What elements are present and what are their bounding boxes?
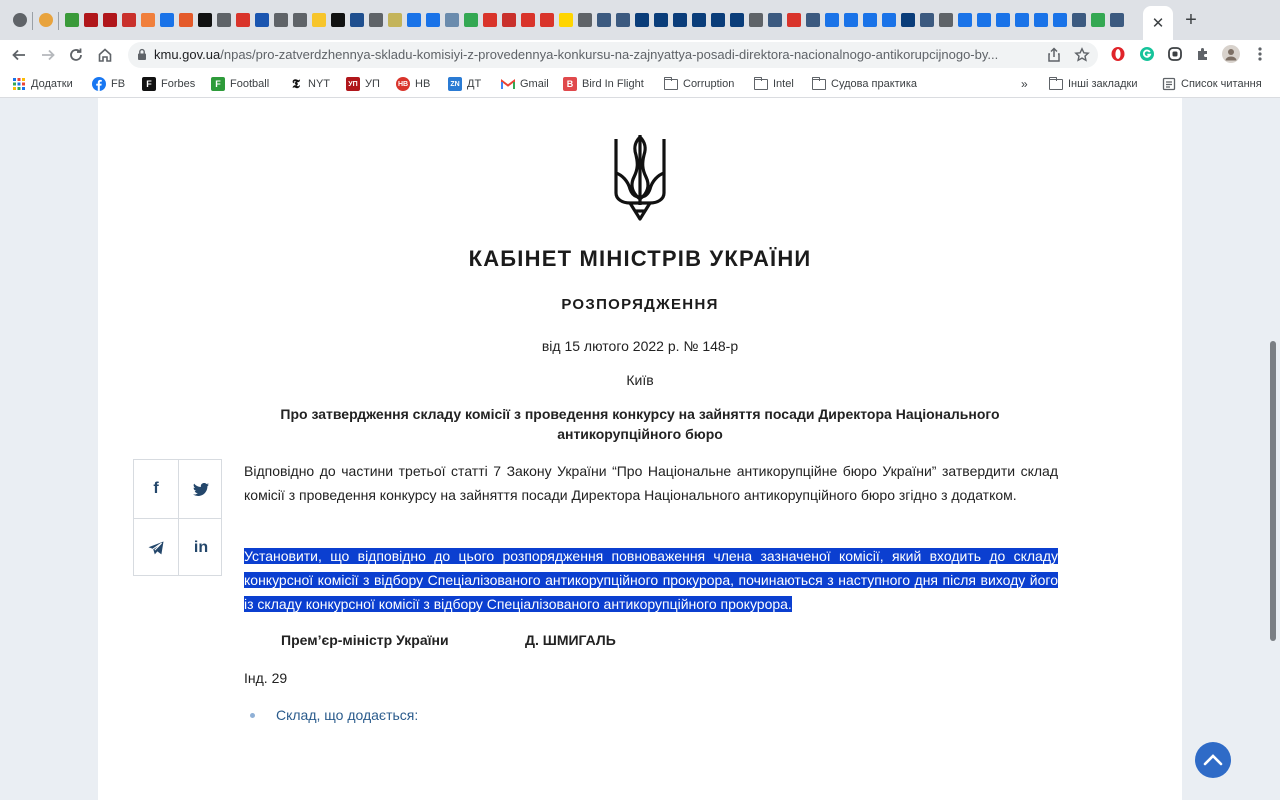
page-title-authority: КАБІНЕТ МІНІСТРІВ УКРАЇНИ: [468, 246, 812, 271]
tab-favicon[interactable]: [157, 12, 176, 28]
bookmark-label: Додатки: [31, 78, 73, 90]
apps-grid-icon: [12, 77, 26, 91]
tab-favicon[interactable]: [347, 12, 366, 28]
tab-favicon[interactable]: [1088, 12, 1107, 28]
tab-favicon[interactable]: [822, 12, 841, 28]
tab-favicon[interactable]: [1050, 12, 1069, 28]
tab-favicon[interactable]: [784, 12, 803, 28]
tab-favicon[interactable]: [746, 12, 765, 28]
selected-text: Установити, що відповідно до цього розпорядження повноваження члена зазначеної комісії, який входить до складу конкурсної комісії з відбору Спеціалізованого антикорупційного прокурора, починаються з наступного дня після виходу його із складу конкурсної комісії з відбору Спеціалізованого антикорупційного прокурора.: [244, 548, 1058, 612]
tab-favicon[interactable]: [1069, 12, 1088, 28]
tab-favicon[interactable]: [765, 12, 784, 28]
tab-favicon[interactable]: [233, 12, 252, 28]
bookmark-folder-intel[interactable]: [754, 75, 794, 93]
gmail-icon: [501, 79, 515, 90]
list-bullet: [250, 713, 255, 718]
active-tab[interactable]: [1143, 6, 1173, 40]
tab-favicon[interactable]: [119, 12, 138, 28]
tab-favicon[interactable]: [803, 12, 822, 28]
tab-favicon[interactable]: [670, 12, 689, 28]
tab-favicon[interactable]: [974, 12, 993, 28]
tab-favicon[interactable]: [1012, 12, 1031, 28]
tab-favicon[interactable]: [62, 12, 81, 28]
share-facebook-button[interactable]: [134, 460, 178, 518]
tab-favicon[interactable]: [879, 12, 898, 28]
tab-separator: [58, 12, 59, 30]
signer-name: Д. ШМИГАЛЬ: [525, 632, 616, 648]
bookmark-nv[interactable]: [396, 75, 430, 93]
tab-favicon[interactable]: [100, 12, 119, 28]
address-bar[interactable]: [128, 42, 1098, 68]
bookmark-label: УП: [365, 78, 380, 90]
tab-favicon[interactable]: [708, 12, 727, 28]
bookmark-gmail[interactable]: [501, 75, 549, 93]
bird-in-flight-icon: B: [563, 77, 577, 91]
tab-favicon[interactable]: [480, 12, 499, 28]
tab-favicon[interactable]: [955, 12, 974, 28]
share-panel: [133, 459, 222, 576]
url-path: /npas/pro-zatverdzhennya-skladu-komisiyi-z-provedennya-konkursu-na-zajnyattya-posadi-direktora-nacionalnogo-antikorupcijnogo-by...: [220, 47, 999, 62]
profile-avatar[interactable]: [1222, 45, 1240, 63]
tab-favicon[interactable]: [328, 12, 347, 28]
tab-favicon[interactable]: [423, 12, 442, 28]
share-twitter-button[interactable]: [179, 460, 223, 518]
tab-favicon[interactable]: [138, 12, 157, 28]
bookmark-label: Судова практика: [831, 78, 917, 90]
document-paragraph-1: Відповідно до частини третьої статті 7 Закону України “Про Національне антикорупційне бюро України” затвердити склад комісії з проведення конкурсу на зайняття посади Директора Національного антикорупційного бюро згідно з додатком.: [244, 463, 1058, 503]
forbes-icon: F: [142, 77, 156, 91]
opera-extension-icon[interactable]: [1109, 45, 1127, 63]
bookmark-apps[interactable]: [12, 75, 73, 93]
bookmark-star-icon[interactable]: [1074, 47, 1090, 63]
reload-icon: [68, 47, 84, 63]
bookmark-label: FB: [111, 78, 126, 90]
tab-favicon[interactable]: [936, 12, 955, 28]
tab-favicon[interactable]: [613, 12, 632, 28]
signer-title: Прем’єр-міністр України: [281, 632, 449, 648]
bookmark-label: Список читання: [1181, 78, 1262, 90]
tab-favicon[interactable]: [651, 12, 670, 28]
tab-favicon[interactable]: [993, 12, 1012, 28]
kebab-menu-icon: [1258, 47, 1262, 61]
tab-favicon[interactable]: [214, 12, 233, 28]
bookmark-folder-other[interactable]: [1049, 75, 1137, 93]
url-text: [154, 47, 1034, 62]
bookmark-label: Інші закладки: [1068, 78, 1138, 90]
tab-favicon[interactable]: [385, 12, 404, 28]
tab-favicon[interactable]: [689, 12, 708, 28]
bookmark-label: НВ: [415, 78, 431, 90]
bookmark-folder-court-practice[interactable]: [812, 75, 917, 93]
share-telegram-button[interactable]: [134, 519, 178, 577]
tab-strip: [0, 0, 1280, 40]
tab-favicon[interactable]: [556, 12, 575, 28]
lock-icon: [137, 48, 147, 61]
tab-favicon[interactable]: [632, 12, 651, 28]
bookmark-label: Gmail: [520, 78, 549, 90]
reload-button[interactable]: [65, 44, 87, 66]
bookmark-up[interactable]: [346, 75, 380, 93]
share-linkedin-button[interactable]: [179, 519, 223, 577]
document-paragraph-2: [244, 544, 1058, 616]
reading-list-icon: [1162, 77, 1176, 91]
browser-menu-button[interactable]: [1251, 45, 1269, 63]
tab-favicons: [10, 12, 1126, 30]
document-subject: Про затвердження складу комісії з проведення конкурсу на зайняття посади Директора Національного антикорупційного бюро: [280, 406, 1000, 442]
tab-favicon[interactable]: [176, 12, 195, 28]
tab-separator: [32, 12, 33, 30]
grammarly-extension-icon[interactable]: [1138, 45, 1156, 63]
browser-toolbar: [0, 40, 1280, 70]
document-city: Київ: [626, 372, 654, 388]
tab-favicon[interactable]: [518, 12, 537, 28]
bookmark-label: Football: [230, 78, 270, 90]
folder-icon: [1049, 79, 1063, 90]
bookmark-label: Forbes: [161, 78, 196, 90]
loop-extension-icon[interactable]: [1166, 45, 1184, 63]
twitter-icon: [193, 483, 209, 496]
tab-favicon[interactable]: [841, 12, 860, 28]
bookmark-folder-corruption[interactable]: [664, 75, 734, 93]
new-tab-button[interactable]: +: [1185, 9, 1197, 31]
tab-favicon[interactable]: [10, 12, 29, 28]
bookmark-dt[interactable]: [448, 75, 481, 93]
tab-favicon[interactable]: [195, 12, 214, 28]
scroll-to-top-button[interactable]: [1195, 742, 1231, 778]
tab-favicon[interactable]: [366, 12, 385, 28]
bookmark-fb[interactable]: [92, 75, 125, 93]
tab-favicon[interactable]: [1031, 12, 1050, 28]
document-index: Інд. 29: [244, 670, 288, 686]
arrow-left-icon: [11, 47, 27, 63]
back-button[interactable]: [8, 44, 30, 66]
telegram-icon: [148, 541, 164, 555]
home-button[interactable]: [94, 44, 116, 66]
tab-favicon[interactable]: [36, 12, 55, 28]
tab-favicon[interactable]: [1107, 12, 1126, 28]
chevron-up-icon: [1203, 754, 1223, 766]
tab-favicon[interactable]: [252, 12, 271, 28]
bookmark-nyt[interactable]: [289, 75, 330, 93]
tab-favicon[interactable]: [461, 12, 480, 28]
tab-favicon[interactable]: [290, 12, 309, 28]
trident-emblem-icon: [612, 133, 668, 223]
tab-favicon[interactable]: [575, 12, 594, 28]
facebook-icon: f: [153, 480, 159, 497]
bookmarks-bar: [0, 70, 1280, 98]
bookmark-label: Bird In Flight: [582, 78, 644, 90]
folder-icon: [754, 79, 768, 90]
home-icon: [97, 47, 113, 63]
folder-icon: [664, 79, 678, 90]
bookmark-label: Corruption: [683, 78, 735, 90]
tab-favicon[interactable]: [442, 12, 461, 28]
reading-list-button[interactable]: [1162, 75, 1262, 93]
up-icon: УП: [346, 77, 360, 91]
bookmark-bird-in-flight[interactable]: [563, 75, 644, 93]
document-date-number: від 15 лютого 2022 р. № 148-р: [541, 338, 739, 354]
forward-button[interactable]: [37, 44, 59, 66]
tab-favicon[interactable]: [594, 12, 613, 28]
tab-favicon[interactable]: [499, 12, 518, 28]
extensions-puzzle-icon[interactable]: [1194, 45, 1212, 63]
folder-icon: [812, 79, 826, 90]
tab-favicon[interactable]: [917, 12, 936, 28]
nyt-icon: 𝕿: [289, 77, 303, 91]
arrow-right-icon: [40, 47, 56, 63]
bookmark-football[interactable]: [211, 75, 269, 93]
bookmark-forbes[interactable]: [142, 75, 195, 93]
tab-favicon[interactable]: [404, 12, 423, 28]
linkedin-icon: in: [193, 539, 209, 556]
tab-favicon[interactable]: [271, 12, 290, 28]
tab-favicon[interactable]: [309, 12, 328, 28]
url-host: kmu.gov.ua: [154, 47, 221, 62]
document-type: РОЗПОРЯДЖЕННЯ: [561, 296, 719, 313]
tab-favicon[interactable]: [537, 12, 556, 28]
attachment-link[interactable]: Склад, що додається:: [276, 707, 419, 723]
tab-close-button[interactable]: ✕: [1151, 14, 1165, 32]
tab-favicon[interactable]: [860, 12, 879, 28]
football-icon: F: [211, 77, 225, 91]
bookmark-label: ДТ: [467, 78, 482, 90]
tab-favicon[interactable]: [898, 12, 917, 28]
dt-icon: ZN: [448, 77, 462, 91]
share-icon[interactable]: [1046, 47, 1062, 63]
tab-favicon[interactable]: [727, 12, 746, 28]
bookmark-label: Intel: [773, 78, 794, 90]
facebook-icon: [92, 77, 106, 91]
nv-icon: НВ: [396, 77, 410, 91]
bookmark-label: NYT: [308, 78, 330, 90]
tab-favicon[interactable]: [81, 12, 100, 28]
bookmarks-overflow-button[interactable]: »: [1021, 77, 1028, 91]
